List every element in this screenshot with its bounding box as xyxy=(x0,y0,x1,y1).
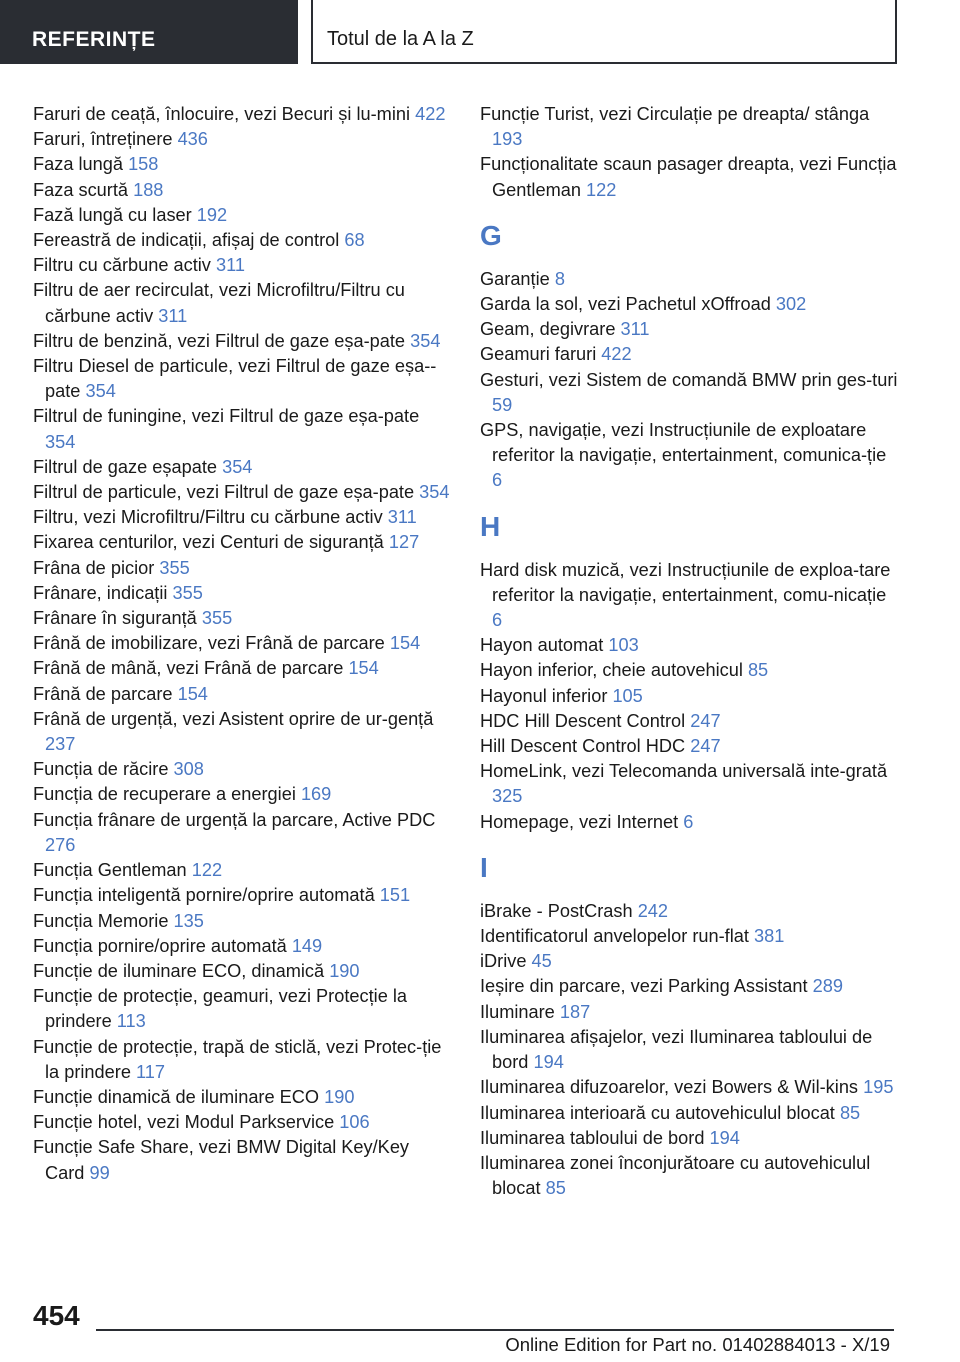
index-entry xyxy=(33,329,453,354)
index-entry-page-link[interactable]: 103 xyxy=(608,635,639,656)
index-entry xyxy=(33,934,453,959)
index-entry-term: Gesturi, vezi Sistem de comandă BMW prin ges-turi xyxy=(480,369,898,390)
index-entry xyxy=(480,418,900,494)
index-entry-page-link[interactable]: 85 xyxy=(747,660,769,681)
index-entry-term: HomeLink, vezi Telecomanda universală inte-grată xyxy=(480,761,888,782)
index-entry-page-link[interactable]: 149 xyxy=(291,935,323,956)
index-entry xyxy=(33,152,453,177)
index-entry-term: Filtrul de funingine, vezi Filtrul de gaze eșa-pate xyxy=(33,406,420,427)
index-entry xyxy=(33,1135,453,1185)
index-entry xyxy=(480,152,900,202)
index-entry xyxy=(480,633,900,658)
index-entry-term: Funcție Safe Share, vezi BMW Digital Key/Key Card xyxy=(33,1137,410,1183)
index-entry-page-link[interactable]: 122 xyxy=(586,179,617,200)
index-entry xyxy=(33,178,453,203)
index-entry-page-link[interactable]: 188 xyxy=(133,179,164,200)
index-entry xyxy=(33,480,453,505)
index-entry-page-link[interactable]: 127 xyxy=(388,532,420,553)
index-entry-term: Iluminarea tabloului de bord xyxy=(480,1127,705,1148)
index-entry-page-link[interactable]: 154 xyxy=(389,633,421,654)
index-entry-page-link[interactable]: 354 xyxy=(222,456,253,477)
index-entry-page-link[interactable]: 106 xyxy=(339,1112,370,1133)
index-entry-term: Hard disk muzică, vezi Instrucțiunile de exploa-tare referitor la navigație, entertainment, comu-nicație xyxy=(480,559,891,605)
index-entry-term: Filtru Diesel de particule, vezi Filtrul de gaze eșa-pate xyxy=(33,356,437,402)
index-entry-page-link[interactable]: 276 xyxy=(45,834,76,855)
index-entry-term: Frânare, indicații xyxy=(33,582,168,603)
index-entry-term: Geam, degivrare xyxy=(480,319,616,340)
index-entry-term: Funcționalitate scaun pasager dreapta, vezi Funcția Gentleman xyxy=(480,154,897,200)
index-entry xyxy=(33,278,453,328)
index-entry xyxy=(480,1000,900,1025)
index-column-left xyxy=(33,102,453,1186)
index-entry-term: Faza scurtă xyxy=(33,179,129,200)
index-entry-term: Iluminarea difuzoarelor, vezi Bowers & Wil-kins xyxy=(480,1077,859,1098)
index-entry xyxy=(480,1151,900,1201)
index-entry xyxy=(480,267,900,292)
index-entry xyxy=(480,924,900,949)
index-entry-page-link[interactable]: 311 xyxy=(387,507,417,528)
index-entry xyxy=(480,342,900,367)
index-column-right xyxy=(480,102,900,1201)
index-entry-term: Funcția Gentleman xyxy=(33,860,187,881)
index-entry-term: Filtrul de gaze eșapate xyxy=(33,456,218,477)
index-entry-term: Garda la sol, vezi Pachetul xOffroad xyxy=(480,294,771,315)
index-entry xyxy=(33,354,453,404)
index-entry-page-link[interactable]: 113 xyxy=(116,1011,146,1032)
index-entry xyxy=(33,707,453,757)
index-entry-page-link[interactable]: 311 xyxy=(158,305,188,326)
index-entry-page-link[interactable]: 8 xyxy=(554,268,565,289)
index-entry-term: Frânare în siguranță xyxy=(33,608,197,629)
index-entry-term: Funcție Turist, vezi Circulație pe dreapta/ stânga xyxy=(480,104,870,124)
index-entry-page-link[interactable]: 99 xyxy=(89,1162,110,1183)
index-entry xyxy=(33,1085,453,1110)
footer-edition-text: Online Edition for Part no. 01402884013 - X/19 xyxy=(505,1334,890,1355)
index-entry-page-link[interactable]: 192 xyxy=(196,204,228,225)
index-group-g xyxy=(480,267,900,494)
index-entry-page-link[interactable]: 354 xyxy=(85,381,116,402)
index-entry-term: Funcție de protecție, trapă de sticlă, vezi Protec-ție la prindere xyxy=(33,1036,442,1082)
index-entry-term: Funcția inteligentă pornire/oprire automată xyxy=(33,885,375,906)
index-entry xyxy=(33,782,453,807)
index-entry-page-link[interactable]: 308 xyxy=(173,759,204,780)
index-entry xyxy=(33,808,453,858)
index-entry-page-link[interactable]: 247 xyxy=(690,736,721,757)
header-section-label: REFERINȚE xyxy=(32,28,156,51)
index-entry xyxy=(480,949,900,974)
index-entry-page-link[interactable]: 355 xyxy=(159,557,190,578)
index-entry-term: iDrive xyxy=(480,951,527,972)
index-entry xyxy=(33,757,453,782)
index-entry-page-link[interactable]: 355 xyxy=(201,608,233,629)
index-entry-page-link[interactable]: 242 xyxy=(637,900,669,921)
index-entry-term: Ieșire din parcare, vezi Parking Assistant xyxy=(480,976,808,997)
index-entry xyxy=(33,631,453,656)
index-entry xyxy=(480,734,900,759)
index-entry-page-link[interactable]: 105 xyxy=(612,685,643,706)
index-entry-term: Filtrul de particule, vezi Filtrul de gaze eșa-pate xyxy=(33,482,415,503)
index-entry-term: iBrake - PostCrash xyxy=(480,900,633,921)
index-entry xyxy=(480,658,900,683)
index-entry-page-link[interactable]: 325 xyxy=(492,786,523,807)
index-entry-term: Funcție dinamică de iluminare ECO xyxy=(33,1086,320,1107)
index-entry-page-link[interactable]: 68 xyxy=(344,230,365,251)
index-entry-page-link[interactable]: 381 xyxy=(754,926,785,947)
index-entry-term: Fereastră de indicații, afișaj de control xyxy=(33,230,340,251)
index-entry-term: Fază lungă cu laser xyxy=(33,204,192,225)
index-entry-page-link[interactable]: 190 xyxy=(324,1086,355,1107)
index-entry-term: Filtru de aer recirculat, vezi Microfiltru/Filtru cu cărbune activ xyxy=(33,280,405,326)
index-entry-page-link[interactable]: 187 xyxy=(559,1001,591,1022)
index-entry xyxy=(33,581,453,606)
index-entry-term: Frână de parcare xyxy=(33,683,173,704)
index-entry-page-link[interactable]: 151 xyxy=(379,885,411,906)
header-section-tab xyxy=(0,0,298,64)
index-entry-page-link[interactable]: 122 xyxy=(191,860,223,881)
index-entry xyxy=(480,102,900,152)
index-entry-page-link[interactable]: 247 xyxy=(690,710,721,731)
index-entry-page-link[interactable]: 117 xyxy=(136,1061,166,1082)
index-entry xyxy=(480,810,900,835)
index-entry-term: HDC Hill Descent Control xyxy=(480,710,686,731)
index-entry xyxy=(480,974,900,999)
index-entry xyxy=(480,1075,900,1100)
index-entry-term: Frâna de picior xyxy=(33,557,155,578)
index-entry-page-link[interactable]: 190 xyxy=(329,960,360,981)
index-entry xyxy=(480,1025,900,1075)
index-entry-page-link[interactable]: 6 xyxy=(492,470,503,491)
index-entry xyxy=(33,909,453,934)
index-entry-term: Funcția Memorie xyxy=(33,910,169,931)
index-entry-term: Hayon automat xyxy=(480,635,604,656)
index-entry-term: Filtru cu cărbune activ xyxy=(33,255,211,276)
index-entry-term: Faza lungă xyxy=(33,154,123,175)
index-entry-term: Faruri, întreținere xyxy=(33,129,173,150)
index-entry-page-link[interactable]: 311 xyxy=(620,319,650,340)
index-entry-page-link[interactable]: 237 xyxy=(45,734,76,755)
index-entry-page-link[interactable]: 154 xyxy=(348,658,379,679)
index-entry-term: Identificatorul anvelopelor run-flat xyxy=(480,926,749,947)
index-entry xyxy=(33,984,453,1034)
header-title: Totul de la A la Z xyxy=(327,28,474,50)
index-entry-term: Filtru, vezi Microfiltru/Filtru cu cărbune activ xyxy=(33,507,383,528)
index-entry xyxy=(33,203,453,228)
index-entry-term: GPS, navigație, vezi Instrucțiunile de exploatare referitor la navigație, entertainment, comunica-ție xyxy=(480,420,887,466)
index-entry-term: Funcție de protecție, geamuri, vezi Protecție la prindere xyxy=(33,986,408,1032)
index-entry-term: Iluminare xyxy=(480,1001,555,1022)
index-entry-page-link[interactable]: 85 xyxy=(545,1178,566,1199)
index-entry xyxy=(33,858,453,883)
index-entry-term: Filtru de benzină, vezi Filtrul de gaze eșa-pate xyxy=(33,330,406,351)
index-entry-page-link[interactable]: 193 xyxy=(492,129,523,150)
index-entry xyxy=(33,606,453,631)
index-entry-page-link[interactable]: 59 xyxy=(492,394,513,415)
index-entry xyxy=(33,682,453,707)
index-entry-page-link[interactable]: 158 xyxy=(128,154,159,175)
index-entry xyxy=(33,455,453,480)
index-entry-term: Frână de mână, vezi Frână de parcare xyxy=(33,658,344,679)
index-entry-page-link[interactable]: 6 xyxy=(492,610,503,631)
index-entry-page-link[interactable]: 354 xyxy=(410,330,441,351)
index-entry-term: Funcția frânare de urgență la parcare, Active PDC xyxy=(33,809,436,830)
index-entry-term: Garanție xyxy=(480,268,550,289)
index-entry-term: Fixarea centurilor, vezi Centuri de siguranță xyxy=(33,532,384,553)
index-entry-page-link[interactable]: 194 xyxy=(709,1127,740,1148)
index-entry xyxy=(33,1035,453,1085)
index-entry xyxy=(33,102,453,127)
index-entry-page-link[interactable]: 194 xyxy=(533,1052,564,1073)
index-entry-page-link[interactable]: 85 xyxy=(839,1102,861,1123)
index-group-f-continued xyxy=(480,102,900,203)
index-entry-page-link[interactable]: 422 xyxy=(601,344,632,365)
index-entry-term: Iluminarea interioară cu autovehiculul blocat xyxy=(480,1102,835,1123)
index-entry xyxy=(480,684,900,709)
index-entry-term: Funcția de răcire xyxy=(33,759,169,780)
index-entry-page-link[interactable]: 354 xyxy=(419,482,450,503)
index-letter-i: I xyxy=(480,851,488,883)
index-entry xyxy=(480,292,900,317)
index-entry-page-link[interactable]: 354 xyxy=(45,431,76,452)
index-entry-term: Funcția de recuperare a energiei xyxy=(33,784,296,805)
index-entry-page-link[interactable]: 289 xyxy=(812,976,843,997)
index-entry xyxy=(480,368,900,418)
index-entry-page-link[interactable]: 154 xyxy=(177,683,208,704)
index-entry-term: Frână de imobilizare, vezi Frână de parcare xyxy=(33,633,385,654)
index-entry xyxy=(33,127,453,152)
index-entry xyxy=(33,404,453,454)
index-entry xyxy=(33,253,453,278)
index-entry-term: Hayonul inferior xyxy=(480,685,608,706)
index-entry-page-link[interactable]: 195 xyxy=(863,1077,894,1098)
index-entry-page-link[interactable]: 436 xyxy=(177,129,208,150)
index-entry-term: Geamuri faruri xyxy=(480,344,597,365)
index-entry-term: Homepage, vezi Internet xyxy=(480,811,679,832)
header-title-box xyxy=(311,0,897,64)
index-entry-page-link[interactable]: 6 xyxy=(683,811,694,832)
index-entry-term: Funcție de iluminare ECO, dinamică xyxy=(33,960,325,981)
page-number: 454 xyxy=(33,1300,80,1331)
index-entry xyxy=(33,883,453,908)
index-entry-page-link[interactable]: 311 xyxy=(215,255,245,276)
index-entry-term: Hill Descent Control HDC xyxy=(480,736,686,757)
footer-divider xyxy=(96,1329,894,1331)
index-entry xyxy=(480,317,900,342)
index-entry-term: Hayon inferior, cheie autovehicul xyxy=(480,660,743,681)
index-letter-g: G xyxy=(480,219,502,251)
index-entry xyxy=(33,228,453,253)
index-entry xyxy=(33,959,453,984)
index-entry xyxy=(480,1126,900,1151)
index-group-h xyxy=(480,558,900,835)
index-entry xyxy=(480,1101,900,1126)
index-entry-page-link[interactable]: 45 xyxy=(531,951,552,972)
index-entry-page-link[interactable]: 355 xyxy=(172,582,203,603)
index-group-i xyxy=(480,899,900,1201)
index-entry xyxy=(33,530,453,555)
index-entry xyxy=(480,899,900,924)
index-entry-term: Iluminarea zonei înconjurătoare cu autovehiculul blocat xyxy=(480,1152,871,1199)
index-entry-term: Frână de urgență, vezi Asistent oprire de ur-gență xyxy=(33,708,434,729)
index-entry-page-link[interactable]: 302 xyxy=(775,294,807,315)
index-entry-term: Iluminarea afișajelor, vezi Iluminarea tabloului de bord xyxy=(480,1026,873,1073)
index-entry-page-link[interactable]: 135 xyxy=(173,910,204,931)
index-entry-page-link[interactable]: 169 xyxy=(300,784,332,805)
index-entry xyxy=(480,558,900,634)
index-entry xyxy=(480,759,900,809)
index-entry-term: Funcția pornire/oprire automată xyxy=(33,935,287,956)
index-entry xyxy=(33,656,453,681)
index-entry-page-link[interactable]: 422 xyxy=(415,104,446,124)
index-letter-h: H xyxy=(480,510,501,542)
index-entry-term: Faruri de ceață, înlocuire, vezi Becuri și lu-mini xyxy=(33,104,411,124)
index-entry xyxy=(33,1110,453,1135)
index-entry-term: Funcție hotel, vezi Modul Parkservice xyxy=(33,1112,335,1133)
index-entry xyxy=(480,709,900,734)
index-entry xyxy=(33,505,453,530)
index-entry xyxy=(33,556,453,581)
